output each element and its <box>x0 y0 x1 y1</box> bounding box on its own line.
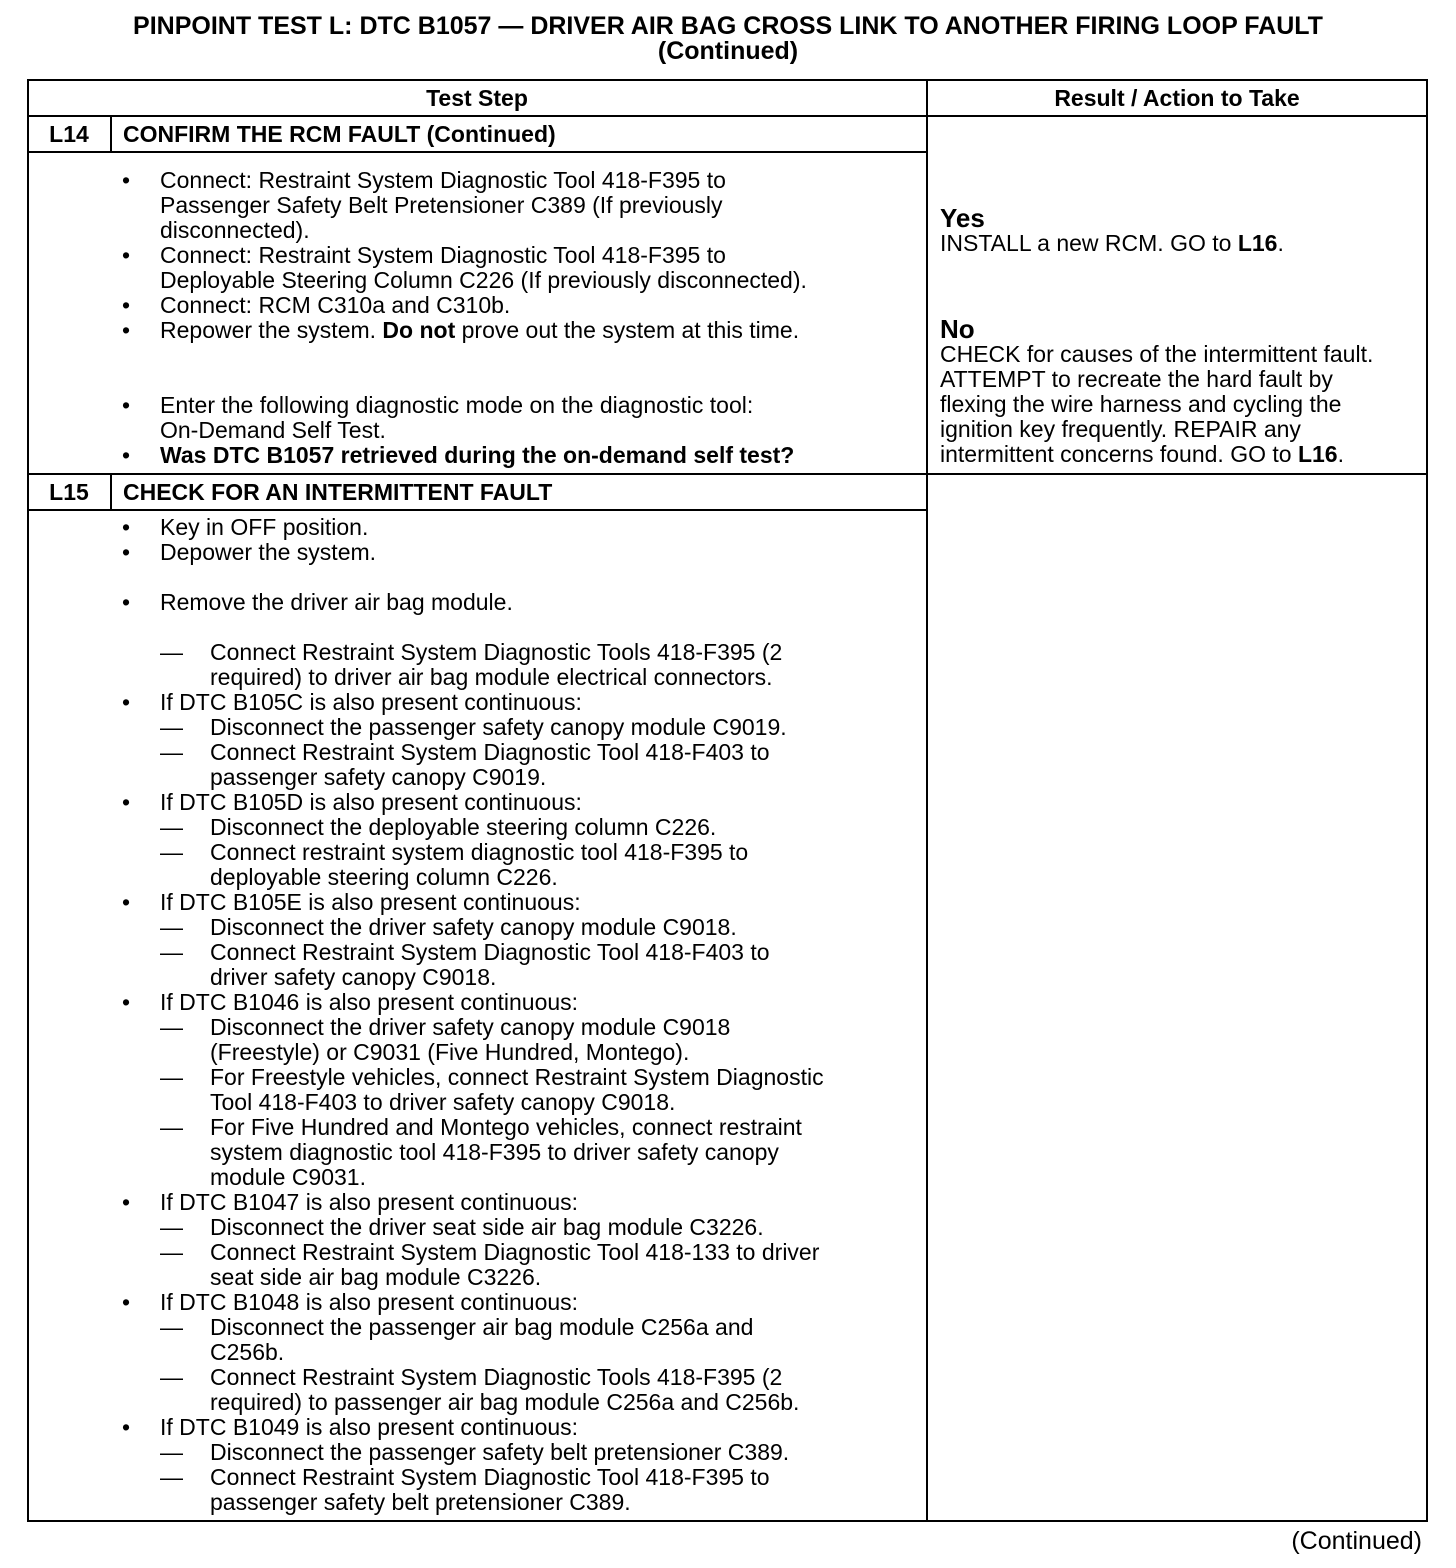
bullet-icon: • <box>122 1289 131 1315</box>
l14-line-text: Repower the system. <box>160 317 383 343</box>
l15-line: For Five Hundred and Montego vehicles, connect restraint <box>210 1114 802 1140</box>
l15-line: passenger safety canopy C9019. <box>210 764 547 790</box>
l15-line: seat side air bag module C3226. <box>210 1264 542 1290</box>
bullet-icon: • <box>122 889 131 915</box>
l15-line: If DTC B1046 is also present continuous: <box>160 989 579 1015</box>
bullet-icon: • <box>122 539 131 565</box>
dash-icon: — <box>160 914 183 940</box>
l15-line: Disconnect the driver seat side air bag module C3226. <box>210 1214 764 1240</box>
l15-line: required) to passenger air bag module C256a and C256b. <box>210 1389 800 1415</box>
bullet-icon: • <box>122 392 131 418</box>
l14-line: Was DTC B1057 retrieved during the on-demand self test? <box>160 442 795 468</box>
dash-icon: — <box>160 1439 183 1465</box>
no-goto-ref: L16 <box>1297 441 1338 467</box>
continued-note: (Continued) <box>1291 1527 1422 1555</box>
title-line-1: PINPOINT TEST L: DTC B1057 — DRIVER AIR BAG CROSS LINK TO ANOTHER FIRING LOOP FAULT <box>133 12 1323 40</box>
l14-line: On-Demand Self Test. <box>160 417 386 443</box>
dash-icon: — <box>160 1364 183 1390</box>
bullet-icon: • <box>122 1189 131 1215</box>
l15-line: If DTC B1048 is also present continuous: <box>160 1289 579 1315</box>
l14-line: disconnected). <box>160 217 310 243</box>
bullet-icon: • <box>122 242 131 268</box>
bullet-icon: • <box>122 317 131 343</box>
l15-line: Disconnect the driver safety canopy module C9018 <box>210 1014 731 1040</box>
yes-goto-ref: L16 <box>1237 230 1278 256</box>
l14-line: Enter the following diagnostic mode on the diagnostic tool: <box>160 392 754 418</box>
dash-icon: — <box>160 639 183 665</box>
step-id-l14: L14 <box>49 121 89 147</box>
l15-line: Disconnect the driver safety canopy module C9018. <box>210 914 737 940</box>
l14-no-block <box>940 314 1374 467</box>
l15-line: For Freestyle vehicles, connect Restraint System Diagnostic <box>210 1064 824 1090</box>
l14-line: Passenger Safety Belt Pretensioner C389 (If previously <box>160 192 723 218</box>
l14-line-emphasis: Do not <box>382 317 456 343</box>
l15-line: If DTC B105C is also present continuous: <box>160 689 582 715</box>
step-title-l14: CONFIRM THE RCM FAULT (Continued) <box>123 121 556 147</box>
yes-action <box>940 231 1284 256</box>
l15-line: Disconnect the passenger safety canopy module C9019. <box>210 714 787 740</box>
dash-icon: — <box>160 1214 183 1240</box>
dash-icon: — <box>160 714 183 740</box>
bullet-icon: • <box>122 589 131 615</box>
l15-line: Connect restraint system diagnostic tool 418-F395 to <box>210 839 749 865</box>
dash-icon: — <box>160 939 183 965</box>
l15-line: Connect Restraint System Diagnostic Tool 418-F403 to <box>210 939 770 965</box>
bullet-icon: • <box>122 989 131 1015</box>
no-line-1: CHECK for causes of the intermittent fault. <box>940 341 1374 367</box>
l14-yes-block <box>940 203 1284 256</box>
dash-icon: — <box>160 839 183 865</box>
l14-line-text: prove out the system at this time. <box>455 317 800 343</box>
dash-icon: — <box>160 1064 183 1090</box>
bullet-icon: • <box>122 1414 131 1440</box>
step-id-l15: L15 <box>49 479 89 505</box>
l15-line: Remove the driver air bag module. <box>160 589 513 615</box>
l15-line: Disconnect the passenger air bag module C256a and <box>210 1314 754 1340</box>
dash-icon: — <box>160 1239 183 1265</box>
bullet-icon: • <box>122 442 131 468</box>
no-heading: No <box>940 314 975 344</box>
no-line-3: flexing the wire harness and cycling the <box>940 391 1342 417</box>
l15-line: deployable steering column C226. <box>210 864 558 890</box>
header-result: Result / Action to Take <box>1054 85 1300 111</box>
l14-line: Connect: Restraint System Diagnostic Tool 418-F395 to <box>160 242 726 268</box>
l14-line: Connect: Restraint System Diagnostic Tool 418-F395 to <box>160 167 726 193</box>
col-divider-main <box>926 79 928 1522</box>
l15-line: system diagnostic tool 418-F395 to driver safety canopy <box>210 1139 779 1165</box>
l15-line: If DTC B1049 is also present continuous: <box>160 1414 579 1440</box>
bullet-icon: • <box>122 514 131 540</box>
l14-line <box>160 318 799 343</box>
l15-line: Disconnect the passenger safety belt pretensioner C389. <box>210 1439 790 1465</box>
no-line-5-end: . <box>1337 441 1344 467</box>
dash-icon: — <box>160 1314 183 1340</box>
bullet-icon: • <box>122 292 131 318</box>
page-title <box>0 14 1456 64</box>
title-line-2: (Continued) <box>657 37 799 65</box>
l15-line: Connect Restraint System Diagnostic Tool 418-F395 to <box>210 1464 770 1490</box>
bullet-icon: • <box>122 167 131 193</box>
no-line-4: ignition key frequently. REPAIR any <box>940 416 1301 442</box>
l15-line: Connect Restraint System Diagnostic Tools 418-F395 (2 <box>210 639 783 665</box>
l15-line: passenger safety belt pretensioner C389. <box>210 1489 631 1515</box>
l14-line: Deployable Steering Column C226 (If previously disconnected). <box>160 267 807 293</box>
l14-line: Connect: RCM C310a and C310b. <box>160 292 511 318</box>
dash-icon: — <box>160 739 183 765</box>
l15-line: Key in OFF position. <box>160 514 369 540</box>
step-title-l15: CHECK FOR AN INTERMITTENT FAULT <box>123 479 553 505</box>
header-test-step: Test Step <box>426 85 528 111</box>
no-line-5 <box>940 442 1373 467</box>
yes-heading: Yes <box>940 203 985 233</box>
l15-line: Connect Restraint System Diagnostic Tools 418-F395 (2 <box>210 1364 783 1390</box>
dash-icon: — <box>160 1014 183 1040</box>
l15-line: If DTC B1047 is also present continuous: <box>160 1189 579 1215</box>
l15-line: If DTC B105E is also present continuous: <box>160 889 581 915</box>
l15-line: If DTC B105D is also present continuous: <box>160 789 582 815</box>
l15-line: C256b. <box>210 1339 285 1365</box>
no-line-2: ATTEMPT to recreate the hard fault by <box>940 366 1333 392</box>
l15-line: driver safety canopy C9018. <box>210 964 497 990</box>
l15-line: (Freestyle) or C9031 (Five Hundred, Montego). <box>210 1039 690 1065</box>
dash-icon: — <box>160 814 183 840</box>
l15-line: Tool 418-F403 to driver safety canopy C9018. <box>210 1089 676 1115</box>
l15-line: Connect Restraint System Diagnostic Tool 418-133 to driver <box>210 1239 820 1265</box>
l15-line: required) to driver air bag module electrical connectors. <box>210 664 773 690</box>
l15-line: Depower the system. <box>160 539 377 565</box>
l15-line: Connect Restraint System Diagnostic Tool 418-F403 to <box>210 739 770 765</box>
l15-line: Disconnect the deployable steering column C226. <box>210 814 717 840</box>
no-line-5-text: intermittent concerns found. GO to <box>940 441 1298 467</box>
yes-action-text: INSTALL a new RCM. GO to <box>940 230 1238 256</box>
dash-icon: — <box>160 1464 183 1490</box>
dash-icon: — <box>160 1114 183 1140</box>
yes-action-end: . <box>1277 230 1284 256</box>
bullet-icon: • <box>122 789 131 815</box>
l15-line: module C9031. <box>210 1164 366 1190</box>
bullet-icon: • <box>122 689 131 715</box>
